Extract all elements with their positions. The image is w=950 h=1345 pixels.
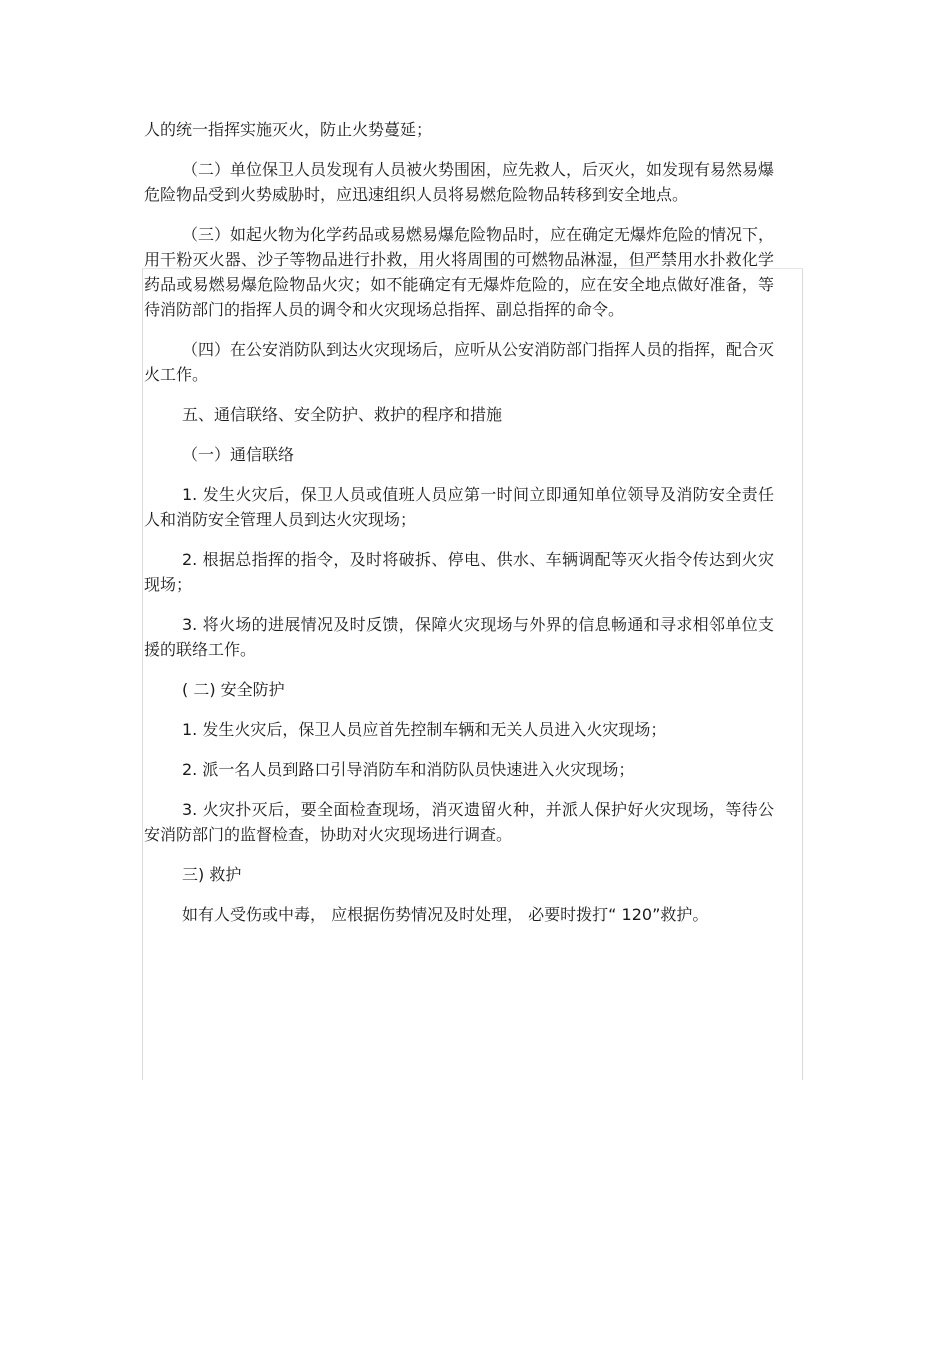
- paragraph-safety-1: 1. 发生火灾后，保卫人员应首先控制车辆和无关人员进入火灾现场；: [182, 720, 667, 739]
- document-body: [144, 117, 774, 942]
- paragraph-1: 人的统一指挥实施灭火，防止火势蔓延；: [144, 120, 433, 139]
- subheading-safety: ( 二) 安全防护: [182, 680, 285, 699]
- paragraph-comm-3: 3. 将火场的进展情况及时反馈，保障火灾现场与外界的信息畅通和寻求相邻单位支援的联络工作。: [144, 615, 774, 659]
- paragraph-comm-2: 2. 根据总指挥的指令，及时将破拆、停电、供水、车辆调配等灭火指令传达到火灾现场；: [144, 550, 774, 594]
- section-heading-5: 五、通信联络、安全防护、救护的程序和措施: [182, 405, 503, 424]
- paragraph-2: （二）单位保卫人员发现有人员被火势围困，应先救人，后灭火，如发现有易然易爆危险物品受到火势威胁时，应迅速组织人员将易燃危险物品转移到安全地点。: [144, 160, 775, 204]
- paragraph-3: （三）如起火物为化学药品或易燃易爆危险物品时，应在确定无爆炸危险的情况下，用干粉灭火器、沙子等物品进行扑救，用火将周围的可燃物品淋湿，但严禁用水扑救化学药品或易燃易爆危险物品火灾；如不能确定有无爆炸危险的，应在安全地点做好准备，等待消防部门的指挥人员的调令和火灾现场总指挥、副总指挥的命令。: [144, 225, 775, 319]
- paragraph-safety-2: 2. 派一名人员到路口引导消防车和消防队员快速进入火灾现场；: [182, 760, 635, 779]
- subheading-rescue: 三) 救护: [182, 865, 242, 884]
- subheading-communication: （一）通信联络: [182, 445, 295, 464]
- paragraph-4: （四）在公安消防队到达火灾现场后，应听从公安消防部门指挥人员的指挥，配合灭火工作。: [144, 340, 775, 384]
- paragraph-rescue: 如有人受伤或中毒， 应根据伤势情况及时处理， 必要时拨打“ 120”救护。: [182, 905, 709, 924]
- paragraph-safety-3: 3. 火灾扑灭后，要全面检查现场，消灭遗留火种，并派人保护好火灾现场，等待公安消防部门的监督检查，协助对火灾现场进行调查。: [144, 800, 774, 844]
- paragraph-comm-1: 1. 发生火灾后，保卫人员或值班人员应第一时间立即通知单位领导及消防安全责任人和消防安全管理人员到达火灾现场；: [144, 485, 774, 529]
